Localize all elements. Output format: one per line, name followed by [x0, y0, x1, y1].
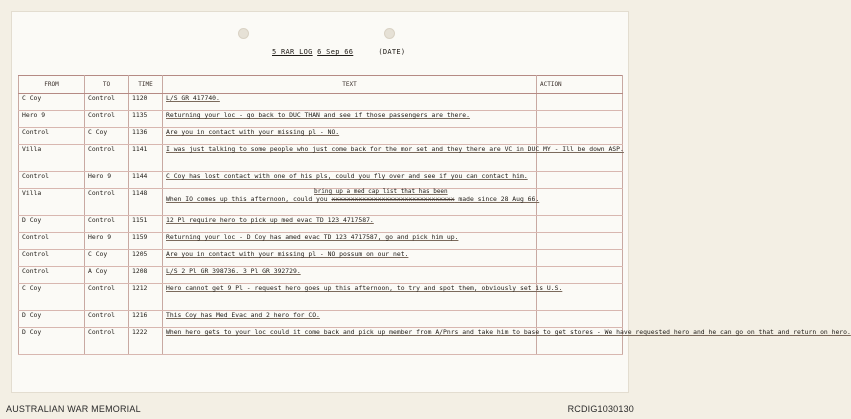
log-date: 6 Sep 66 [317, 48, 354, 56]
entry-action [537, 216, 623, 233]
log-entry-row [19, 94, 623, 111]
entry-text: C Coy has lost contact with one of his pls, could you fly over and see if you can contact him. [163, 172, 537, 189]
col-header-time: TIME [129, 76, 163, 94]
punch-hole-left [238, 28, 249, 39]
entry-text-after: made since 28 Aug 66. [454, 195, 540, 203]
entry-text: 12 Pl require hero to pick up med evac TD 123 4717587. [163, 216, 537, 233]
entry-time: 1135 [129, 111, 163, 128]
entry-text [163, 188, 540, 216]
log-entry-row [19, 233, 623, 250]
entry-from: D Coy [19, 216, 85, 233]
log-entry-row [19, 172, 623, 189]
entry-action [537, 250, 623, 267]
log-entry-row [19, 128, 623, 145]
entry-time: 1159 [129, 233, 163, 250]
log-entry-row [19, 250, 623, 267]
entry-action [537, 128, 623, 145]
entry-action [537, 111, 623, 128]
entry-to: Control [85, 311, 129, 328]
entry-time: 1205 [129, 250, 163, 267]
entry-text: L/S 2 Pl GR 398736. 3 Pl GR 392729. [163, 267, 537, 284]
entry-time: 1136 [129, 128, 163, 145]
col-header-to: TO [85, 76, 129, 94]
col-header-from: FROM [19, 76, 85, 94]
entry-to: A Coy [85, 267, 129, 284]
archive-reference: RCDIG1030130 [567, 404, 634, 414]
entry-from: D Coy [19, 311, 85, 328]
entry-time: 1148 [129, 189, 163, 216]
log-entry-row [19, 111, 623, 128]
message-log-table [18, 75, 851, 355]
entry-from: Control [19, 250, 85, 267]
entry-to: Control [85, 216, 129, 233]
entry-time: 1141 [129, 145, 163, 172]
entry-text: Are you in contact with your missing pl - NO. [163, 128, 537, 145]
entry-from: C Coy [19, 284, 85, 311]
table-header-row [19, 76, 623, 94]
entry-to: Control [85, 189, 129, 216]
entry-text: I was just talking to some people who just come back for the mor set and they there are VC in DUC MY - Ill be down ASP. [163, 145, 537, 172]
log-entry-row [19, 267, 623, 284]
col-header-text: TEXT [163, 76, 537, 94]
entry-to: Control [85, 145, 129, 172]
log-entry-row [19, 284, 623, 311]
entry-action [537, 172, 623, 189]
entry-action [537, 189, 623, 216]
entry-text-struck: xxxxxxxxxxxxxxxxxxxxxxxxxxxxxxxx [331, 195, 455, 203]
entry-time: 1151 [129, 216, 163, 233]
entry-from: Control [19, 233, 85, 250]
log-entry-row [19, 189, 623, 216]
entry-from: Villa [19, 145, 85, 172]
entry-text: This Coy has Med Evac and 2 hero for CO. [163, 311, 537, 328]
log-entry-row [19, 311, 623, 328]
entry-text: Returning your loc - go back to DUC THAN and see if those passengers are there. [163, 111, 537, 128]
entry-time: 1212 [129, 284, 163, 311]
entry-text-before: When IO comes up this afternoon, could you [166, 195, 332, 203]
date-label: (DATE) [378, 48, 406, 56]
entry-time: 1144 [129, 172, 163, 189]
log-entries [19, 94, 851, 355]
entry-from: Villa [19, 189, 85, 216]
entry-text: Hero cannot get 9 Pl - request hero goes up this afternoon, to try and spot them, obviously set is U.S. [163, 284, 537, 311]
entry-action [537, 233, 623, 250]
entry-to: C Coy [85, 128, 129, 145]
log-sheet [12, 12, 851, 392]
log-entry-row [19, 216, 623, 233]
log-entry-row [19, 328, 623, 355]
entry-time: 1222 [129, 328, 163, 355]
entry-action [537, 311, 623, 328]
entry-action [537, 267, 623, 284]
entry-time: 1216 [129, 311, 163, 328]
archive-source: AUSTRALIAN WAR MEMORIAL [6, 404, 141, 414]
entry-to: Control [85, 94, 129, 111]
entry-text-insertion: bring up a med cap list that has been [314, 188, 448, 195]
entry-action [537, 94, 623, 111]
entry-to: Control [85, 284, 129, 311]
entry-from: C Coy [19, 94, 85, 111]
entry-text: L/S GR 417740. [163, 94, 537, 111]
entry-time: 1208 [129, 267, 163, 284]
entry-from: Control [19, 267, 85, 284]
entry-to: Control [85, 328, 129, 355]
entry-time: 1120 [129, 94, 163, 111]
entry-from: Control [19, 172, 85, 189]
entry-to: Hero 9 [85, 233, 129, 250]
entry-to: Hero 9 [85, 172, 129, 189]
punch-hole-right [384, 28, 395, 39]
entry-from: D Coy [19, 328, 85, 355]
entry-to: C Coy [85, 250, 129, 267]
entry-text: Are you in contact with your missing pl - NO possum on our net. [163, 250, 537, 267]
col-header-action: ACTION [537, 76, 623, 94]
entry-text: When hero gets to your loc could it come back and pick up member from A/Pnrs and take him to base to get stores - We have requested hero and he can go on that and return on hero. [163, 328, 537, 355]
entry-from: Control [19, 128, 85, 145]
log-entry-row [19, 145, 623, 172]
entry-to: Control [85, 111, 129, 128]
unit-log-ref: 5 RAR LOG [272, 48, 313, 56]
entry-from: Hero 9 [19, 111, 85, 128]
log-title [272, 48, 405, 56]
entry-text: Returning your loc - D Coy has amed evac TD 123 4717587, go and pick him up. [163, 233, 537, 250]
